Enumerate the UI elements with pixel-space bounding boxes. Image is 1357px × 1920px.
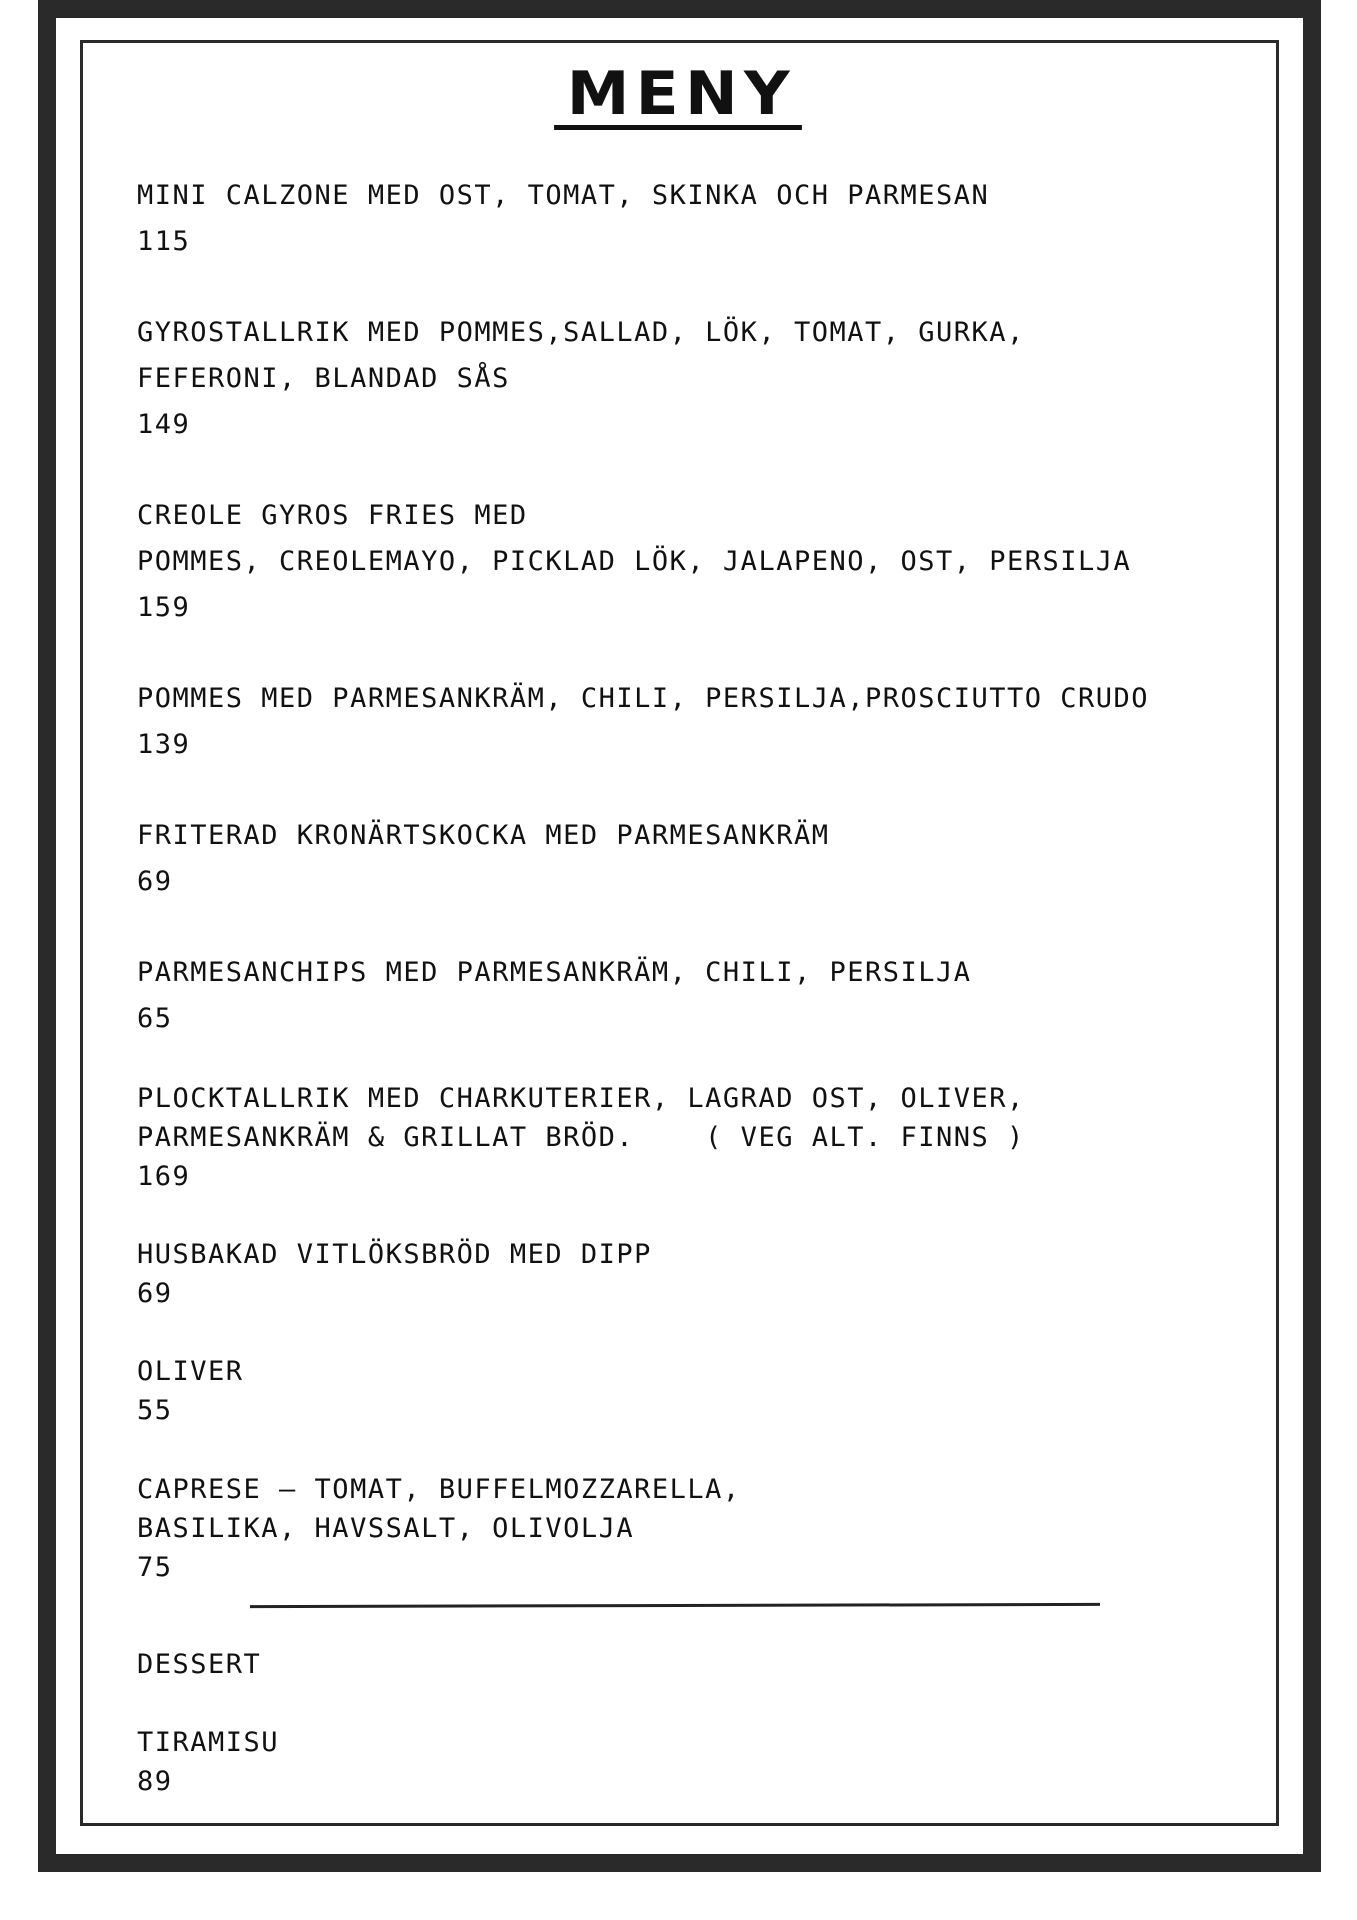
- menu-item-price: 115: [137, 226, 191, 257]
- menu-item-name: PARMESANKRÄM & GRILLAT BRÖD. ( VEG ALT. FINNS ): [137, 1122, 1025, 1153]
- menu-item-name: BASILIKA, HAVSSALT, OLIVOLJA: [137, 1513, 635, 1544]
- menu-item-name: GYROSTALLRIK MED POMMES,SALLAD, LÖK, TOMAT, GURKA,: [137, 317, 1025, 348]
- menu-item-price: 69: [137, 866, 173, 897]
- menu-item-name: PLOCKTALLRIK MED CHARKUTERIER, LAGRAD OST, OLIVER,: [137, 1083, 1025, 1114]
- menu-item-name: MINI CALZONE MED OST, TOMAT, SKINKA OCH PARMESAN: [137, 180, 990, 211]
- menu-item-name: FRITERAD KRONÄRTSKOCKA MED PARMESANKRÄM: [137, 820, 830, 851]
- menu-item-name: POMMES, CREOLEMAYO, PICKLAD LÖK, JALAPENO, OST, PERSILJA: [137, 546, 1132, 577]
- menu-item-price: 69: [137, 1278, 173, 1309]
- menu-item-name: POMMES MED PARMESANKRÄM, CHILI, PERSILJA,PROSCIUTTO CRUDO: [137, 683, 1150, 714]
- menu-title-wrap: [0, 60, 1357, 130]
- menu-item-name: PARMESANCHIPS MED PARMESANKRÄM, CHILI, PERSILJA: [137, 957, 972, 988]
- dessert-heading: DESSERT: [137, 1649, 262, 1680]
- inner-border: [80, 40, 1279, 1826]
- menu-item-price: 55: [137, 1395, 173, 1426]
- menu-title: MENY: [554, 63, 802, 130]
- menu-item-price: 65: [137, 1003, 173, 1034]
- menu-item-price: 139: [137, 729, 191, 760]
- menu-item-name: HUSBAKAD VITLÖKSBRÖD MED DIPP: [137, 1239, 652, 1270]
- menu-item-name: TIRAMISU: [137, 1727, 280, 1758]
- menu-item-name: CAPRESE – TOMAT, BUFFELMOZZARELLA,: [137, 1474, 741, 1505]
- menu-item-name: CREOLE GYROS FRIES MED: [137, 500, 528, 531]
- menu-item-price: 75: [137, 1552, 173, 1583]
- menu-item-price: 149: [137, 409, 191, 440]
- menu-item-price: 89: [137, 1766, 173, 1797]
- menu-item-price: 169: [137, 1161, 191, 1192]
- menu-item-price: 159: [137, 592, 191, 623]
- menu-item-name: FEFERONI, BLANDAD SÅS: [137, 363, 510, 394]
- menu-item-name: OLIVER: [137, 1356, 244, 1387]
